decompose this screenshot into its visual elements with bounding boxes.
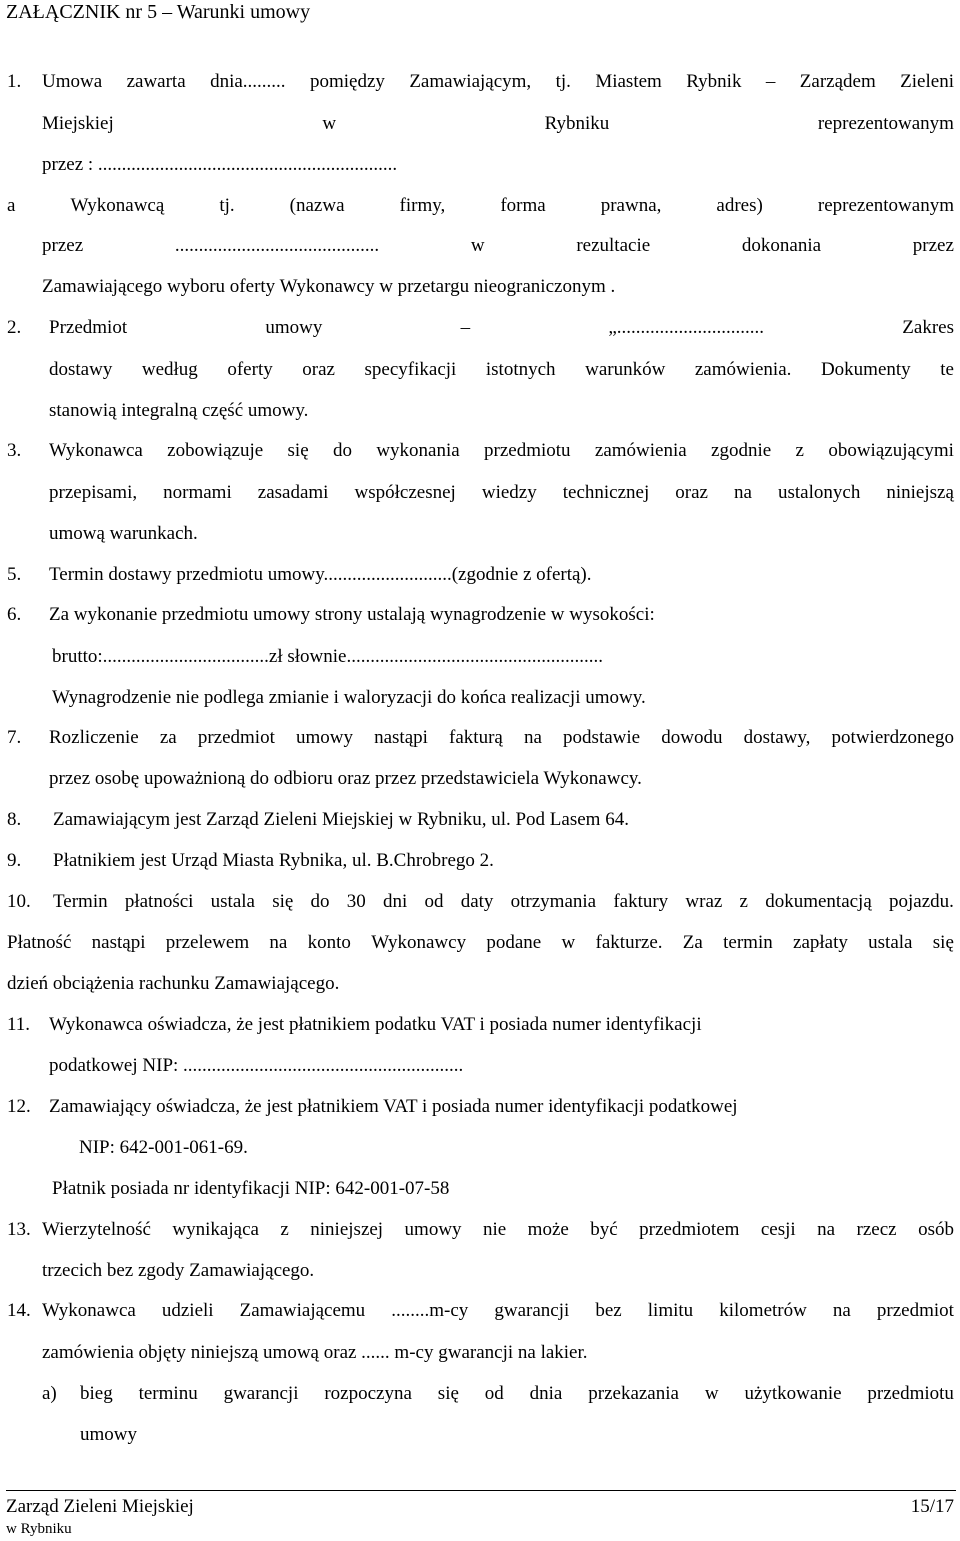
word: nastąpi [91, 932, 146, 953]
word: według [141, 359, 198, 380]
para-12-line-2: NIP: 642-001-061-69. [79, 1137, 248, 1158]
word: oraz [302, 359, 335, 380]
word: ........................................... [174, 235, 380, 256]
word: fakturą [449, 727, 503, 748]
word: daty [460, 891, 494, 912]
word: niniejszej [310, 1219, 384, 1240]
word: umowy [404, 1219, 462, 1240]
word: Wierzytelność [42, 1219, 151, 1240]
para-12-line-3: Płatnik posiada nr identyfikacji NIP: 642-001-07-58 [52, 1178, 450, 1199]
word: pojazdu. [889, 891, 954, 912]
word: Rybniku [544, 113, 610, 134]
page-number: 15/17 [910, 1496, 954, 1517]
para-14a-line-1 [80, 1383, 954, 1405]
word: wiedzy [481, 482, 537, 503]
word: przedmiotu [867, 1383, 954, 1404]
para-2-line-2 [49, 359, 954, 381]
word: dowodu [661, 727, 723, 748]
word: zobowiązuje [167, 440, 264, 461]
word: gwarancji [223, 1383, 299, 1404]
word: – [765, 71, 776, 92]
word: a [7, 195, 16, 216]
para-10-line-3: dzień obciążenia rachunku Zamawiającego. [7, 973, 340, 994]
word: w [470, 235, 485, 256]
word: Zamawiającemu [239, 1300, 366, 1321]
word: dostawy [49, 359, 113, 380]
word: – [460, 317, 471, 338]
para-6-number: 6. [7, 604, 22, 625]
word: przedmiotu [484, 440, 571, 461]
word: reprezentowanym [817, 113, 954, 134]
para-6-line-1: Za wykonanie przedmiotu umowy strony ustalają wynagrodzenie w wysokości: [49, 604, 655, 625]
word: Płatność [7, 932, 72, 953]
word: istotnych [485, 359, 556, 380]
word: z [739, 891, 748, 912]
word: technicznej [562, 482, 650, 503]
word: oferty [227, 359, 273, 380]
word: termin [723, 932, 773, 953]
para-7-line-2: przez osobę upoważnioną do odbioru oraz przez przedstawiciela Wykonawcy. [49, 768, 642, 789]
word: rozpoczyna [324, 1383, 412, 1404]
word: (nazwa [289, 195, 345, 216]
word: otrzymania [510, 891, 597, 912]
word: nastąpi [374, 727, 428, 748]
word: fakturze. [595, 932, 663, 953]
word: może [527, 1219, 569, 1240]
para-10-line-2 [7, 932, 954, 954]
word: Wykonawcy [371, 932, 467, 953]
para-5-line-1: Termin dostawy przedmiotu umowy...........................(zgodnie z ofertą). [49, 564, 592, 585]
word: gwarancji [494, 1300, 570, 1321]
word: forma [500, 195, 546, 216]
word: przekazania [588, 1383, 679, 1404]
para-1-number: 1. [7, 71, 22, 92]
word: bez [595, 1300, 622, 1321]
word: z [280, 1219, 289, 1240]
word: dokumentacją [765, 891, 872, 912]
word: faktury [613, 891, 669, 912]
word: specyfikacji [364, 359, 457, 380]
word: Zamawiającym, [409, 71, 532, 92]
word: być [590, 1219, 618, 1240]
word: tj. [219, 195, 235, 216]
word: od [484, 1383, 504, 1404]
word: wraz [685, 891, 723, 912]
word: Zarządem [799, 71, 876, 92]
word: umowy [295, 727, 353, 748]
word: umowy [265, 317, 323, 338]
para-2-line-1 [49, 317, 954, 339]
word: się [932, 932, 954, 953]
word: się [287, 440, 309, 461]
word: Za [682, 932, 703, 953]
word: „............................... [608, 317, 765, 338]
word: przedmiot [197, 727, 275, 748]
word: osób [918, 1219, 954, 1240]
word: reprezentowanym [817, 195, 954, 216]
word: od [424, 891, 444, 912]
para-6-line-3: Wynagrodzenie nie podlega zmianie i waloryzacji do końca realizacji umowy. [52, 687, 646, 708]
word: podstawie [563, 727, 641, 748]
word: się [437, 1383, 459, 1404]
para-3-number: 3. [7, 440, 22, 461]
footer-rule [6, 1490, 956, 1491]
footer-city: w Rybniku [6, 1521, 72, 1537]
word: Przedmiot [49, 317, 128, 338]
para-1-line-3: przez : ............................................................... [42, 154, 398, 175]
para-11-line-1: Wykonawca oświadcza, że jest płatnikiem podatku VAT i posiada numer identyfikacji [49, 1014, 702, 1035]
para-12-number: 12. [7, 1096, 31, 1117]
word: rzecz [856, 1219, 897, 1240]
word: nie [483, 1219, 507, 1240]
word: normami [163, 482, 232, 503]
word: w [561, 932, 576, 953]
para-1-line-2 [42, 113, 954, 135]
word: Rybnik [686, 71, 742, 92]
word: Zakres [902, 317, 954, 338]
word: z [795, 440, 804, 461]
word: współczesnej [354, 482, 456, 503]
para-7-number: 7. [7, 727, 22, 748]
word: Termin [53, 891, 108, 912]
word: warunków [585, 359, 666, 380]
para-14-line-1 [42, 1300, 954, 1322]
word: wykonania [376, 440, 460, 461]
para-8-line-1: Zamawiającym jest Zarząd Zieleni Miejskiej w Rybniku, ul. Pod Lasem 64. [53, 809, 629, 830]
word: na [817, 1219, 836, 1240]
word: Wykonawca [49, 440, 143, 461]
word: przedmiot [876, 1300, 954, 1321]
word: 30 [346, 891, 366, 912]
word: te [940, 359, 954, 380]
word: obowiązującymi [828, 440, 954, 461]
word: płatności [124, 891, 194, 912]
word: zamówienia [594, 440, 687, 461]
para-1-line-1 [42, 71, 954, 93]
word: ustalonych [778, 482, 861, 503]
word: podane [486, 932, 542, 953]
word: Wykonawcą [70, 195, 165, 216]
para-3-line-2 [49, 482, 954, 504]
word: firmy, [399, 195, 446, 216]
word: za [159, 727, 177, 748]
word: na [832, 1300, 851, 1321]
para-2-line-3: stanowią integralną część umowy. [49, 400, 309, 421]
para-6-line-2: brutto:...................................zł słownie...................................................... [52, 646, 603, 667]
word: ........m-cy [391, 1300, 469, 1321]
para-10-number: 10. [7, 891, 31, 912]
word: ustala [210, 891, 255, 912]
word: zgodnie [711, 440, 772, 461]
para-9-line-1: Płatnikiem jest Urząd Miasta Rybnika, ul. B.Chrobrego 2. [53, 850, 494, 871]
word: udzieli [161, 1300, 214, 1321]
para-1-line-6: Zamawiającego wyboru oferty Wykonawcy w przetargu nieograniczonym . [42, 276, 616, 297]
word: zapłaty [793, 932, 848, 953]
word: w [704, 1383, 719, 1404]
para-1-line-5 [42, 235, 954, 257]
word: Wykonawca [42, 1300, 136, 1321]
para-10-line-1 [53, 891, 954, 913]
para-13-line-2: trzecich bez zgody Zamawiającego. [42, 1260, 315, 1281]
word: niniejszą [886, 482, 954, 503]
word: tj. [555, 71, 571, 92]
para-5-number: 5. [7, 564, 22, 585]
para-14-line-2: zamówienia objęty niniejszą umową oraz ...... m-cy gwarancji na lakier. [42, 1342, 588, 1363]
word: na [523, 727, 542, 748]
para-3-line-3: umową warunkach. [49, 523, 198, 544]
word: bieg [80, 1383, 113, 1404]
word: Rozliczenie [49, 727, 139, 748]
word: Dokumenty [820, 359, 911, 380]
para-11-line-2: podatkowej NIP: ........................................................... [49, 1055, 464, 1076]
word: dnia [529, 1383, 563, 1404]
word: oraz [675, 482, 708, 503]
word: przez [912, 235, 954, 256]
word: dokonania [741, 235, 822, 256]
word: Umowa [42, 71, 103, 92]
para-14a-label: a) [42, 1383, 57, 1404]
para-8-number: 8. [7, 809, 22, 830]
header-title: ZAŁĄCZNIK nr 5 – Warunki umowy [6, 1, 311, 23]
word: adres) [716, 195, 763, 216]
word: przedmiotem [639, 1219, 740, 1240]
footer-organization: Zarząd Zieleni Miejskiej [6, 1496, 194, 1517]
word: pomiędzy [309, 71, 385, 92]
para-12-line-1: Zamawiający oświadcza, że jest płatnikiem VAT i posiada numer identyfikacji podatkowej [49, 1096, 738, 1117]
word: dostawy, [743, 727, 811, 748]
word: zasadami [257, 482, 329, 503]
para-11-number: 11. [7, 1014, 31, 1035]
word: ustala [868, 932, 913, 953]
word: kilometrów [719, 1300, 807, 1321]
word: do [332, 440, 352, 461]
para-14a-line-2: umowy [80, 1424, 137, 1445]
word: przez [42, 235, 84, 256]
para-9-number: 9. [7, 850, 22, 871]
word: dni [382, 891, 408, 912]
word: się [272, 891, 294, 912]
para-13-line-1 [42, 1219, 954, 1241]
word: zamówienia. [694, 359, 792, 380]
word: prawna, [600, 195, 662, 216]
word: do [310, 891, 330, 912]
word: Zieleni [900, 71, 954, 92]
para-3-line-1 [49, 440, 954, 462]
word: przelewem [165, 932, 250, 953]
para-7-line-1 [49, 727, 954, 749]
word: konto [307, 932, 351, 953]
word: użytkowanie [744, 1383, 842, 1404]
word: dnia......... [210, 71, 286, 92]
word: zawarta [126, 71, 186, 92]
word: terminu [138, 1383, 198, 1404]
para-13-number: 13. [7, 1219, 31, 1240]
word: na [269, 932, 288, 953]
word: w [322, 113, 337, 134]
word: Miejskiej [42, 113, 114, 134]
word: wynikająca [172, 1219, 259, 1240]
para-2-number: 2. [7, 317, 22, 338]
word: przepisami, [49, 482, 138, 503]
word: potwierdzonego [831, 727, 954, 748]
para-14-number: 14. [7, 1300, 31, 1321]
word: na [734, 482, 752, 503]
word: Miastem [595, 71, 662, 92]
word: limitu [647, 1300, 694, 1321]
para-1-line-4 [7, 195, 954, 217]
word: rezultacie [576, 235, 651, 256]
word: cesji [760, 1219, 796, 1240]
